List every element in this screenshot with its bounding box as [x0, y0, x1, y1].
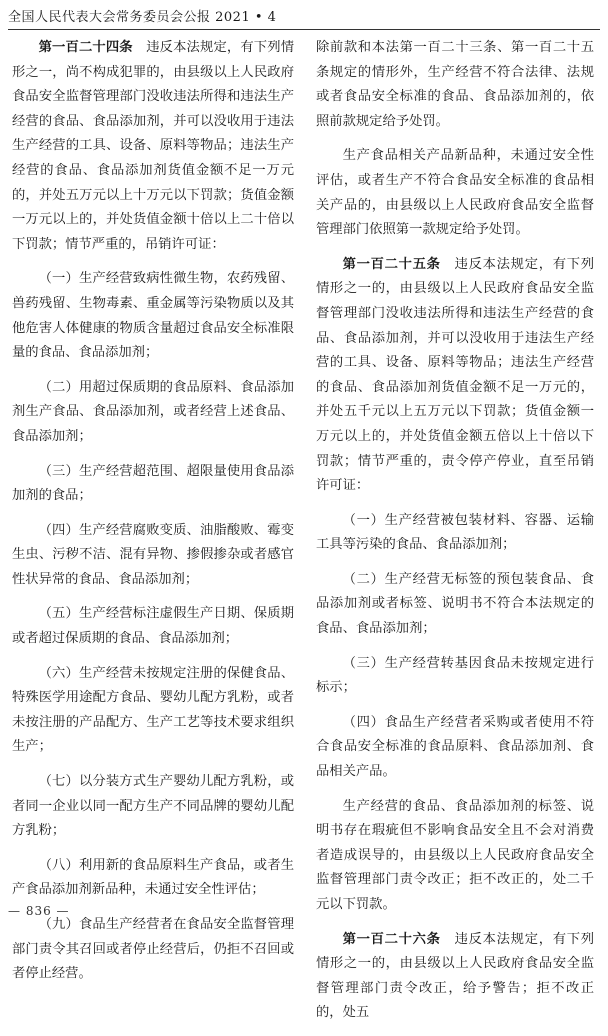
list-item: （四）食品生产经营者采购或者使用不符合食品安全标准的食品原料、食品添加剂、食品相关产品。: [316, 714, 594, 780]
list-item: （一）生产经营被包装材料、容器、运输工具等污染的食品、食品添加剂；: [316, 512, 594, 553]
article-text: 违反本法规定，有下列情形之一，尚不构成犯罪的，由县级以上人民政府食品安全监督管理部门没收违法所得和违法生产经营的食品、食品添加剂，并可以没收用于违法生产经营的工具、设备、原料等物品；违法生产经营的食品、食品添加剂货值金额不足一万元的，并处五万元以上十万元以下罚款；货值金额一万元以上的，并处货值金额十倍以上二十倍以下罚款；情节严重的，吊销许可证：: [12, 40, 295, 252]
list-item: （五）生产经营标注虚假生产日期、保质期或者超过保质期的食品、食品添加剂；: [12, 606, 294, 647]
left-column: [12, 36, 294, 997]
list-item: （七）以分装方式生产婴幼儿配方乳粉，或者同一企业以同一配方生产不同品牌的婴幼儿配方乳粉；: [12, 774, 294, 839]
article-number: 第一百二十六条: [342, 931, 441, 947]
list-item: （四）生产经营腐败变质、油脂酸败、霉变生虫、污秽不洁、混有异物、掺假掺杂或者感官性状异常的食品、食品添加剂；: [12, 522, 294, 587]
list-item: （三）生产经营转基因食品未按规定进行标示；: [316, 655, 594, 696]
right-column: [316, 36, 594, 1036]
paragraph: 生产经营的食品、食品添加剂的标签、说明书存在瑕疵但不影响食品安全且不会对消费者造成误导的，由县级以上人民政府食品安全监督管理部门责令改正；拒不改正的，处二千元以下罚款。: [316, 798, 594, 912]
article-text: 违反本法规定，有下列情形之一的，由县级以上人民政府食品安全监督管理部门没收违法所得和违法生产经营的食品、食品添加剂，并可以没收用于违法生产经营的工具、设备、原料等物品；违法生产经营的食品、食品添加剂货值金额不足一万元的，并处五千元以上五万元以下罚款；货值金额一万元以上的，并处货值金额五倍以上十倍以下罚款；情节严重的，责令停产停业，直至吊销许可证：: [316, 256, 595, 494]
article-124: [12, 36, 294, 257]
article-126: [316, 928, 594, 1026]
header-rule: [8, 29, 600, 30]
paragraph: 除前款和本法第一百二十三条、第一百二十五条规定的情形外，生产经营不符合法律、法规或者食品安全标准的食品、食品添加剂的，依照前款规定给予处罚。: [316, 40, 594, 129]
list-item: （二）用超过保质期的食品原料、食品添加剂生产食品、食品添加剂，或者经营上述食品、食品添加剂；: [12, 379, 294, 444]
list-item: （九）食品生产经营者在食品安全监督管理部门责令其召回或者停止经营后，仍拒不召回或者停止经营。: [12, 917, 294, 982]
list-item: （一）生产经营致病性微生物，农药残留、兽药残留、生物毒素、重金属等污染物质以及其他危害人体健康的物质含量超过食品安全标准限量的食品、食品添加剂；: [12, 271, 294, 361]
paragraph: 生产食品相关产品新品种，未通过安全性评估，或者生产不符合食品安全标准的食品相关产品的，由县级以上人民政府食品安全监督管理部门依照第一款规定给予处罚。: [316, 148, 594, 238]
article-number: 第一百二十四条: [38, 40, 133, 55]
list-item: （八）利用新的食品原料生产食品，或者生产食品添加剂新品种，未通过安全性评估；: [12, 857, 294, 898]
page-number: — 836 —: [8, 904, 70, 918]
gazette-header: 全国人民代表大会常务委员会公报 2021 • 4: [8, 10, 277, 25]
article-text: 违反本法规定，有下列情形之一的，由县级以上人民政府食品安全监督管理部门责令改正，给予警告；拒不改正的，处五: [316, 931, 595, 1021]
article-125: [316, 253, 594, 499]
article-number: 第一百二十五条: [342, 256, 441, 272]
list-item: （二）生产经营无标签的预包装食品、食品添加剂或者标签、说明书不符合本法规定的食品、食品添加剂；: [316, 571, 594, 637]
list-item: （三）生产经营超范围、超限量使用食品添加剂的食品；: [12, 463, 294, 504]
list-item: （六）生产经营未按规定注册的保健食品、特殊医学用途配方食品、婴幼儿配方乳粉，或者未按注册的产品配方、生产工艺等技术要求组织生产；: [12, 665, 294, 755]
